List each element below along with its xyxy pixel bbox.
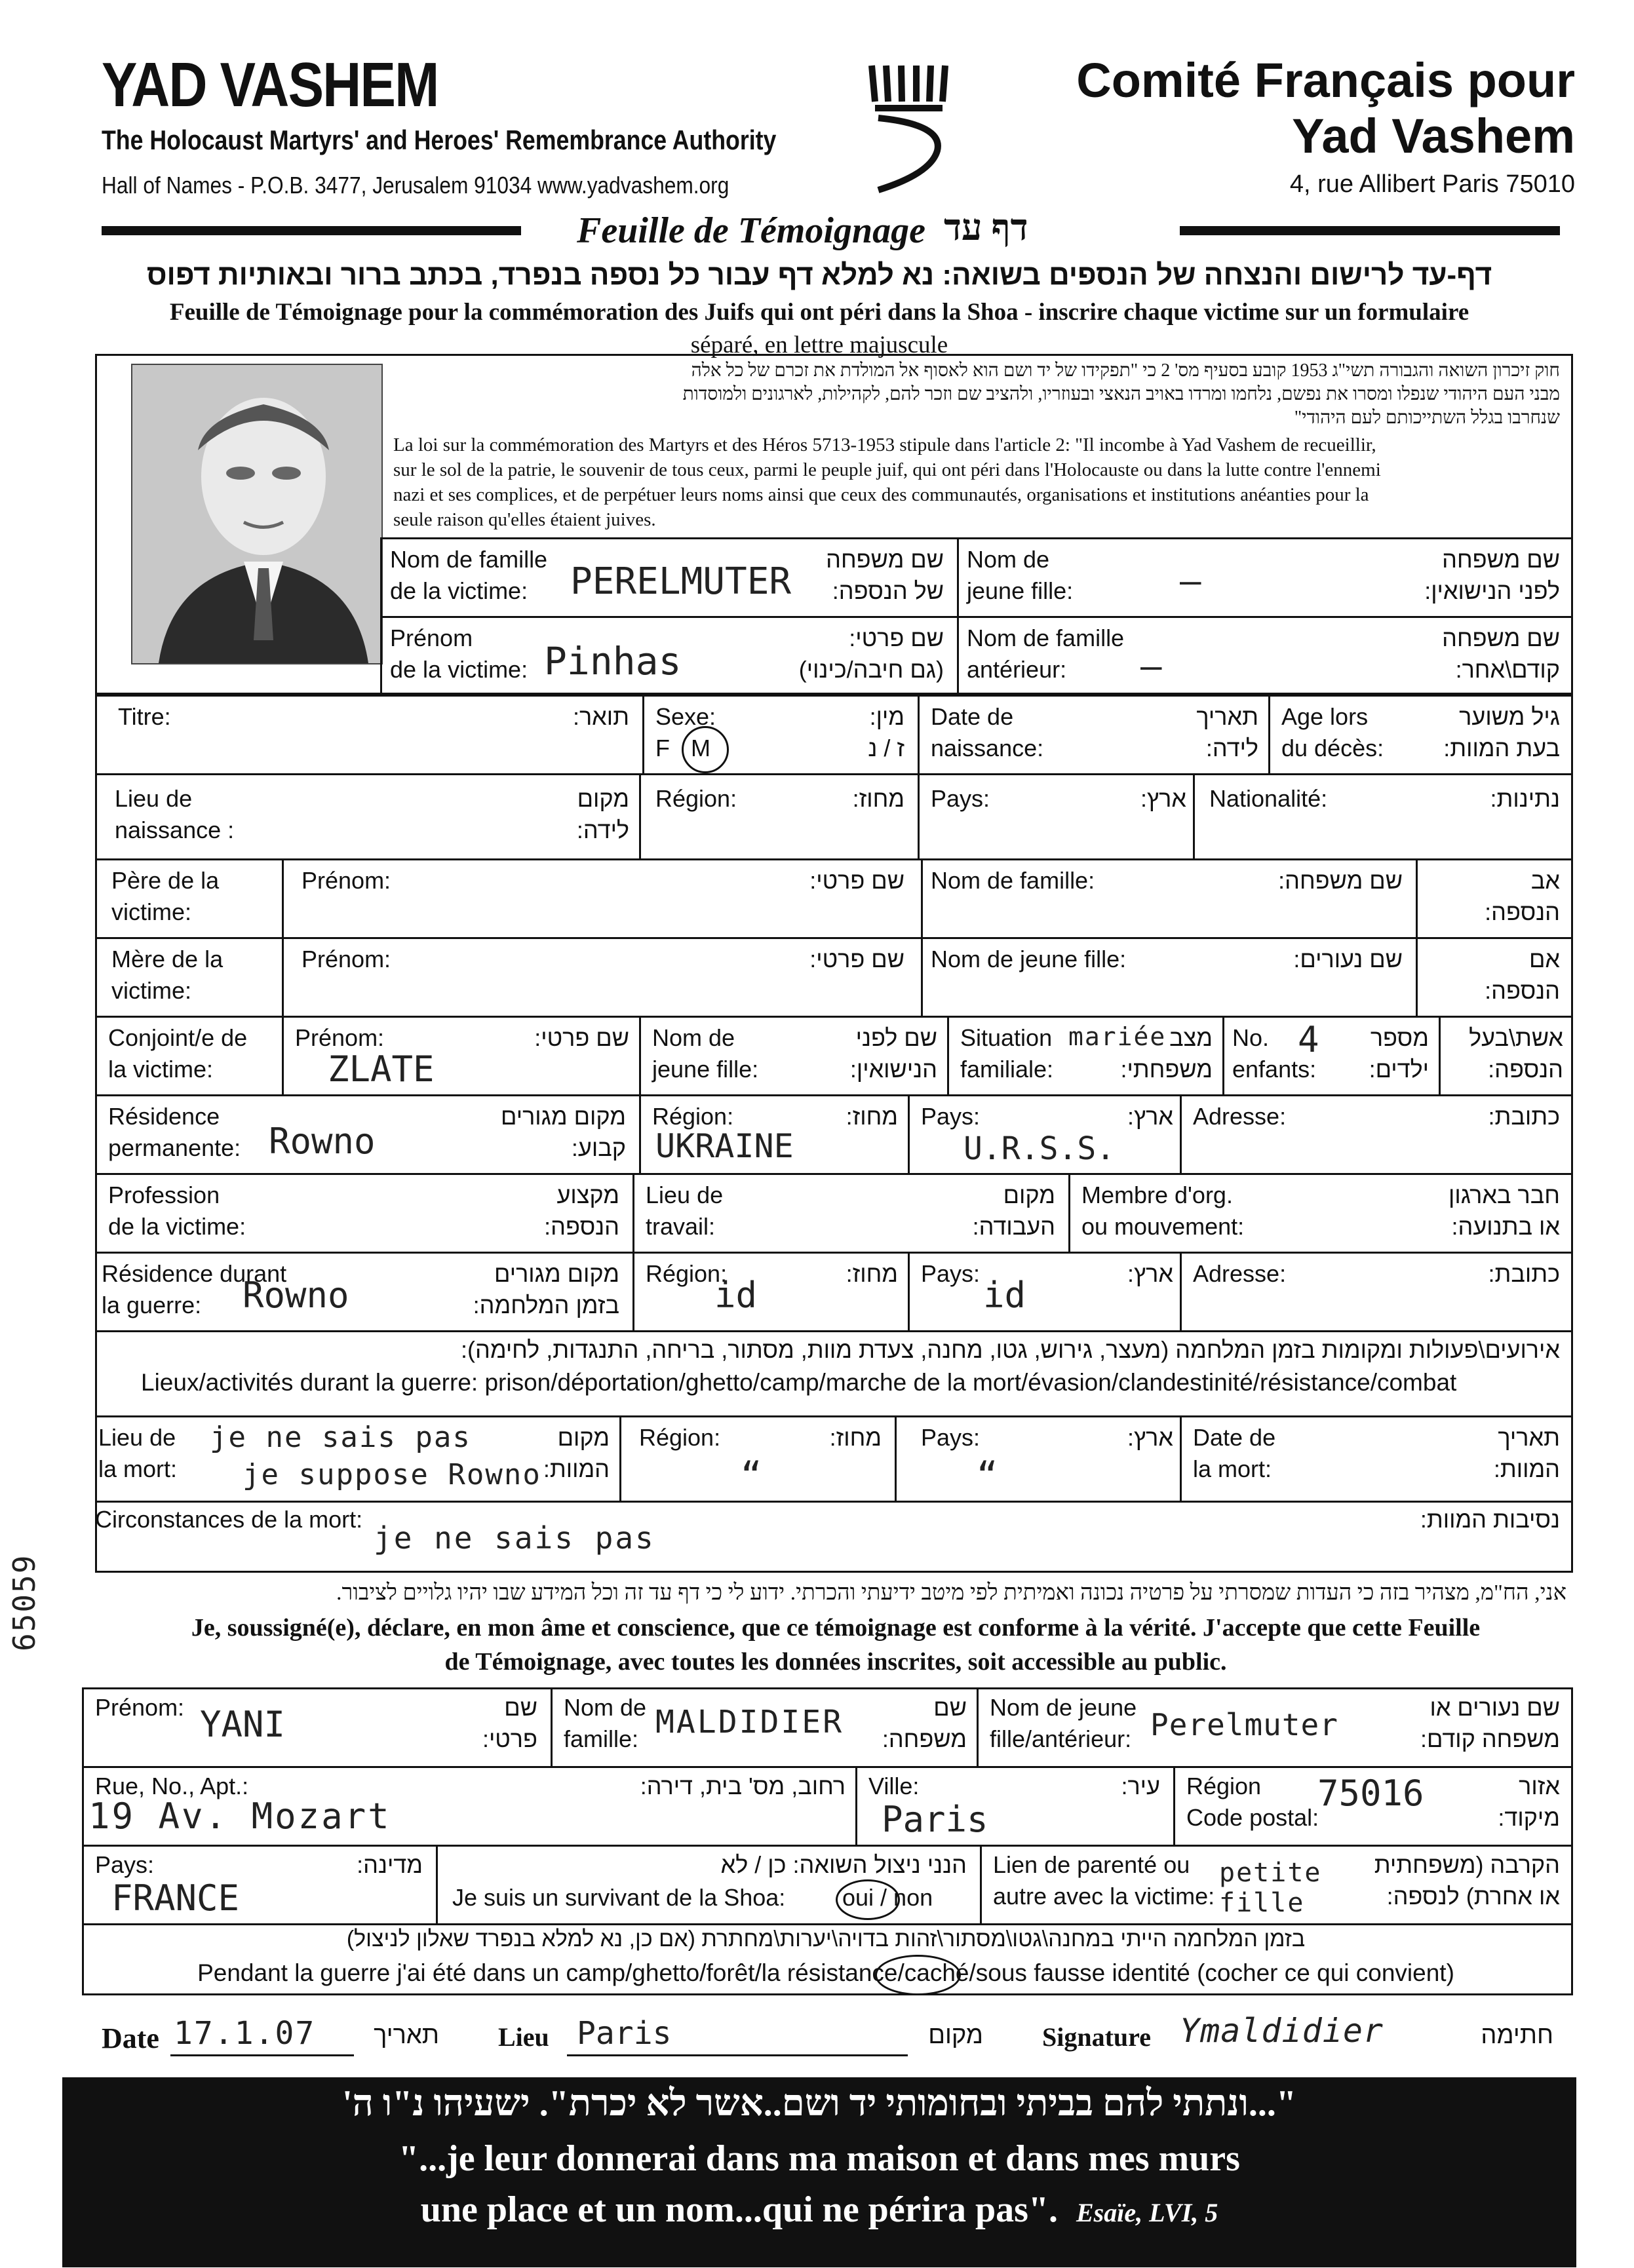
witness-city-label: Ville: [868, 1773, 920, 1799]
war-residence-label-he: מקום מגורים בזמן המלחמה: [473, 1260, 619, 1318]
birth-date-label-he: תאריך לידה: [1196, 703, 1258, 761]
birthplace-label-he: מקום לידה: [576, 785, 629, 843]
place-label: Lieu [498, 2022, 549, 2052]
witness-firstname-label-he: שם פרטי: [482, 1694, 537, 1752]
residence-region-value[interactable]: UKRAINE [655, 1127, 794, 1165]
signature-label-he: חתימה [1481, 2022, 1553, 2049]
death-circumstances-label-he: נסיבות המוות: [1420, 1506, 1560, 1533]
witness-country-label-he: מדינה: [357, 1851, 423, 1878]
sex-options[interactable]: F M [655, 735, 713, 761]
war-residence-label: Résidence durant la guerre: [102, 1260, 287, 1318]
age-label-he: גיל משוער בעת המוות: [1443, 703, 1560, 761]
victim-previous-name-label-he: שם משפחה קודם\אחר: [1442, 625, 1560, 683]
quote-reference: Esaïe, LVI, 5 [1076, 2198, 1218, 2227]
comite-title-1: Comité Français pour [1076, 53, 1575, 107]
death-circumstances-label: Circonstances de la mort: [95, 1506, 363, 1533]
victim-surname-label-he: שם משפחה של הנספה: [826, 546, 944, 604]
war-region-value[interactable]: id [714, 1275, 758, 1316]
birth-country-label: Pays: [931, 785, 990, 812]
yad-vashem-address: Hall of Names - P.O.B. 3477, Jerusalem 91034 www.yadvashem.org [102, 172, 729, 199]
law-french-4: seule raison qu'elles étaient juives. [393, 509, 656, 530]
victim-photo [131, 364, 383, 664]
war-address-label: Adresse: [1193, 1260, 1287, 1287]
wartime-status-label: Pendant la guerre j'ai été dans un camp/ghetto/forêt/la résistance/caché/sous fausse identité (cocher ce qui convient) [197, 1959, 1454, 1986]
witness-firstname-label: Prénom: [95, 1694, 185, 1721]
residence-value[interactable]: Rowno [269, 1121, 376, 1162]
sex-label: Sexe: [655, 703, 716, 730]
children-label-he: מספר ילדים: [1369, 1024, 1429, 1083]
spouse-label-he: אשת\בעל הנספה: [1469, 1024, 1563, 1083]
place-label-he: מקום [928, 2022, 983, 2049]
profession-label-he: מקצוע הנספה: [544, 1182, 619, 1240]
yad-vashem-subtitle: The Holocaust Martyrs' and Heroes' Remembrance Authority [102, 125, 777, 155]
father-surname-label-he: שם משפחה: [1278, 867, 1403, 894]
survivor-label-he: הנני ניצול השואה: כן / לא [720, 1851, 967, 1878]
witness-country-value[interactable]: FRANCE [111, 1877, 240, 1919]
war-country-label-he: ארץ: [1127, 1260, 1173, 1287]
residence-country-label-he: ארץ: [1127, 1103, 1173, 1130]
father-firstname-label: Prénom: [302, 867, 391, 894]
workplace-label-he: מקום העבודה: [972, 1182, 1055, 1240]
birthplace-label: Lieu de naissance : [115, 785, 235, 843]
header-rule-right [1180, 226, 1560, 235]
comite-address: 4, rue Allibert Paris 75010 [1289, 170, 1575, 198]
death-circumstances-value[interactable]: je ne sais pas [374, 1520, 655, 1556]
place-value[interactable]: Paris [577, 2015, 672, 2052]
signature-label: Signature [1042, 2022, 1151, 2052]
age-label: Age lors du décès: [1281, 703, 1384, 761]
birth-region-label-he: מחוז: [852, 785, 905, 812]
family-situation-label: Situation familiale: [960, 1024, 1054, 1083]
relationship-value[interactable]: petite fille [1219, 1858, 1322, 1918]
survivor-label: Je suis un survivant de la Shoa: [452, 1884, 786, 1911]
death-region-label-he: מחוז: [829, 1424, 882, 1451]
victim-firstname-value[interactable]: Pinhas [544, 639, 682, 683]
survivor-options[interactable]: oui / non [842, 1884, 933, 1911]
war-events-label: Lieux/activités durant la guerre: prison/déportation/ghetto/camp/marche de la mort/évasion/clandestinité/résistance/combat [141, 1369, 1457, 1396]
residence-address-label: Adresse: [1193, 1103, 1287, 1130]
witness-surname-label: Nom de famille: [564, 1694, 647, 1752]
death-place-value-2[interactable]: je suppose Rowno [243, 1458, 541, 1491]
war-events-label-he: אירועים\פעולות ומקומות בזמן המלחמה (מעצר, גירוש, גטו, מחנה, צעדת מוות, מסתור, בריחה, התנגדות, לחימה): [461, 1336, 1560, 1363]
spouse-firstname-label-he: שם פרטי: [534, 1024, 629, 1051]
quote-french-1: "...je leur donnerai dans ma maison et dans mes murs [399, 2138, 1240, 2179]
witness-postcode-value[interactable]: 75016 [1317, 1773, 1424, 1814]
survivor-oui-circle [836, 1879, 900, 1920]
witness-postcode-label-he: אזור מיקוד: [1498, 1773, 1560, 1831]
declaration-hebrew: אני, הח"מ, מצהיר בזה כי העדות שמסרתי על פרטיה נכונה ואמיתית לפי מיטב ידיעתי והכרתי. ידוע לי כי דף עד זה וכל המידע שבו יהיו גלויים לציבור. [336, 1581, 1566, 1605]
form-title: Feuille de Témoignage [577, 210, 925, 251]
residence-country-label: Pays: [921, 1103, 981, 1130]
workplace-label: Lieu de travail: [646, 1182, 724, 1240]
war-residence-value[interactable]: Rowno [243, 1275, 349, 1316]
mother-firstname-label: Prénom: [302, 946, 391, 972]
sex-male-circle [682, 726, 729, 773]
date-underline [170, 2054, 354, 2056]
residence-region-label-he: מחוז: [846, 1103, 898, 1130]
death-region-label: Région: [639, 1424, 721, 1451]
witness-maiden-label-he: שם נעורים או משפחה קודם: [1420, 1694, 1560, 1752]
law-french-3: nazi et ses complices, et de perpétuer leurs noms ainsi que ceux des communautés, organisations et institutions anéanties pour la [393, 484, 1369, 505]
residence-address-label-he: כתובת: [1488, 1103, 1560, 1130]
witness-maiden-label: Nom de jeune fille/antérieur: [990, 1694, 1137, 1752]
residence-label-he: מקום מגורים קבוע: [501, 1103, 626, 1161]
death-place-label: Lieu de la mort: [98, 1424, 178, 1482]
father-firstname-label-he: שם פרטי: [809, 867, 905, 894]
law-french-2: sur le sol de la patrie, le souvenir de tous ceux, parmi le peuple juif, qui ont péri dans l'Holocauste ou dans la lutte contre l'ennemi [393, 459, 1381, 480]
death-date-label: Date de la mort: [1193, 1424, 1276, 1482]
children-value[interactable]: 4 [1298, 1019, 1319, 1060]
death-country-label: Pays: [921, 1424, 981, 1451]
mother-maiden-label-he: שם נעורים: [1293, 946, 1403, 972]
yad-vashem-title: YAD VASHEM [102, 50, 438, 120]
law-hebrew-1: חוק זיכרון השואה והגבורה תשי"ג 1953 קובע בסעיף מס' 2 כי "תפקידו של יד ושם הוא לאסוף אל המולדת את זכרם של כל אלה [691, 360, 1560, 381]
profession-label: Profession de la victime: [108, 1182, 246, 1240]
mother-label-he: אם הנספה: [1485, 946, 1560, 1004]
header-rule-left [102, 226, 521, 235]
quote-french-2 [79, 2189, 1560, 2231]
law-hebrew-3: שנחרבו בגלל השתייכותם לעם היהודי" [1294, 408, 1560, 428]
family-situation-value[interactable]: mariée [1068, 1022, 1167, 1051]
instructions-hebrew: דף-עד לרישום והנצחה של הנספים בשואה: נא למלא דף עבור כל נספה בנפרד, בכתב ברור ובאותיות דפוס [146, 259, 1492, 291]
witness-street-label: Rue, No., Apt.: [95, 1773, 249, 1799]
form-title-hebrew: דף עד [944, 208, 1028, 248]
wartime-status-label-he: בזמן המלחמה הייתי במחנה\גטו\מסתור\זהות בדויה\יערות\מחתרת (אם כן, נא למלא בנפרד שאלון לניצול) [346, 1927, 1306, 1951]
war-region-label: Région: [646, 1260, 728, 1287]
instructions-french-2: séparé, en lettre majuscule [690, 332, 948, 358]
death-region-value[interactable]: “ [741, 1455, 762, 1496]
victim-surname-label: Nom de famille de la victime: [390, 546, 548, 604]
witness-surname-value[interactable]: MALDIDIER [655, 1704, 844, 1740]
mother-firstname-label-he: שם פרטי: [809, 946, 905, 972]
quote-hebrew: "...ונתתי להם בביתי ובחומותי יד ושם..אשר לא יכרת". ישעיהו נ"ו ה' [342, 2083, 1296, 2124]
witness-street-label-he: רחוב, מס' בית, דירה: [640, 1773, 846, 1799]
war-country-label: Pays: [921, 1260, 981, 1287]
father-surname-label: Nom de famille: [931, 867, 1095, 894]
death-country-value[interactable]: “ [977, 1455, 998, 1496]
spouse-maiden-label-he: שם לפני הנישואין: [849, 1024, 937, 1083]
spouse-firstname-label: Prénom: [295, 1024, 385, 1051]
witness-street-value[interactable]: 19 Av. Mozart [88, 1796, 391, 1837]
father-label-he: אב הנספה: [1485, 867, 1560, 925]
witness-postcode-label: Région Code postal: [1186, 1773, 1319, 1831]
death-place-label-he: מקום המוות: [543, 1424, 610, 1482]
victim-firstname-label: Prénom de la victime: [390, 625, 528, 683]
witness-surname-label-he: שם משפחה: [882, 1694, 967, 1752]
instructions-french-1: Feuille de Témoignage pour la commémoration des Juifs qui ont péri dans la Shoa - inscrire chaque victime sur un formulaire [169, 299, 1469, 326]
witness-country-label: Pays: [95, 1851, 155, 1878]
declaration-french-2: de Témoignage, avec toutes les données inscrites, soit accessible au public. [444, 1648, 1227, 1676]
residence-country-value[interactable]: U.R.S.S. [963, 1130, 1116, 1167]
declaration-french-1: Je, soussigné(e), déclare, en mon âme et conscience, que ce témoignage est conforme à la vérité. J'accepte que cette Feuille [191, 1614, 1481, 1642]
nationality-label: Nationalité: [1209, 785, 1328, 812]
quote-french-2-text: une place et un nom...qui ne périra pas". [420, 2189, 1058, 2230]
title-label: Titre: [118, 703, 171, 730]
signature-value[interactable]: Ymaldidier [1180, 2012, 1384, 2050]
birth-date-label: Date de naissance: [931, 703, 1044, 761]
victim-previous-name-label: Nom de famille antérieur: [967, 625, 1125, 683]
witness-maiden-value[interactable]: Perelmuter [1150, 1707, 1338, 1742]
residence-label: Résidence permanente: [108, 1103, 241, 1161]
victim-firstname-label-he: שם פרטי: (גם חיבה/כינוי) [798, 625, 944, 683]
victim-maiden-label-he: שם משפחה לפני הנישואין: [1424, 546, 1560, 604]
residence-region-label: Région: [652, 1103, 734, 1130]
war-address-label-he: כתובת: [1488, 1260, 1560, 1287]
membership-label: Membre d'org. ou mouvement: [1081, 1182, 1245, 1240]
side-handwritten-number: 65059 [7, 1554, 42, 1651]
law-french-1: La loi sur la commémoration des Martyrs et des Héros 5713-1953 stipule dans l'article 2: "Il incombe à Yad Vashem de recueillir, [393, 434, 1376, 455]
membership-label-he: חבר בארגון או בתנועה: [1449, 1182, 1560, 1240]
date-label-he: תאריך [374, 2022, 439, 2049]
place-underline [567, 2054, 908, 2056]
comite-title-2: Yad Vashem [1292, 109, 1575, 163]
birth-region-label: Région: [655, 785, 737, 812]
birth-country-label-he: ארץ: [1140, 785, 1186, 812]
date-value[interactable]: 17.1.07 [174, 2015, 316, 2052]
title-label-he: תואר: [572, 703, 629, 730]
spouse-label: Conjoint/e de la victime: [108, 1024, 248, 1083]
victim-surname-value[interactable]: PERELMUTER [570, 560, 792, 603]
death-place-value-1[interactable]: je ne sais pas [210, 1421, 471, 1454]
victim-maiden-label: Nom de jeune fille: [967, 546, 1074, 604]
menorah-logo-icon [865, 59, 957, 197]
witness-firstname-value[interactable]: YANI [200, 1704, 286, 1745]
children-label: No. enfants: [1232, 1024, 1317, 1083]
war-region-label-he: מחוז: [846, 1260, 898, 1287]
relationship-label-he: הקרבה (משפחתית או אחרת) לנספה: [1374, 1851, 1560, 1910]
victim-previous-name-value[interactable]: — [1140, 645, 1162, 687]
spouse-maiden-label: Nom de jeune fille: [652, 1024, 759, 1083]
war-country-value[interactable]: id [983, 1275, 1026, 1316]
date-label: Date [102, 2022, 159, 2054]
nationality-label-he: נתינות: [1490, 785, 1560, 812]
wartime-cache-circle [875, 1955, 961, 1995]
father-label: Père de la victime: [111, 867, 220, 925]
mother-maiden-label: Nom de jeune fille: [931, 946, 1127, 972]
victim-maiden-value[interactable]: — [1180, 560, 1201, 602]
mother-label: Mère de la victime: [111, 946, 224, 1004]
sex-label-he: מין: ז / נ [868, 703, 905, 761]
death-date-label-he: תאריך המוות: [1493, 1424, 1560, 1482]
witness-city-value[interactable]: Paris [882, 1799, 988, 1840]
relationship-label: Lien de parenté ou autre avec la victime: [993, 1851, 1215, 1910]
spouse-firstname-value[interactable]: ZLATE [328, 1048, 435, 1090]
law-hebrew-2: מבני העם היהודי שנפלו ומסרו את נפשם, נלחמו ומרדו באויב הנאצי ובעוזריו, ולהציב שם וזכר להם, לקהילות, לארגונים ולמוסדות [682, 384, 1560, 404]
death-country-label-he: ארץ: [1127, 1424, 1173, 1451]
witness-city-label-he: עיר: [1121, 1773, 1160, 1799]
family-situation-label-he: מצב משפחתי: [1120, 1024, 1213, 1083]
